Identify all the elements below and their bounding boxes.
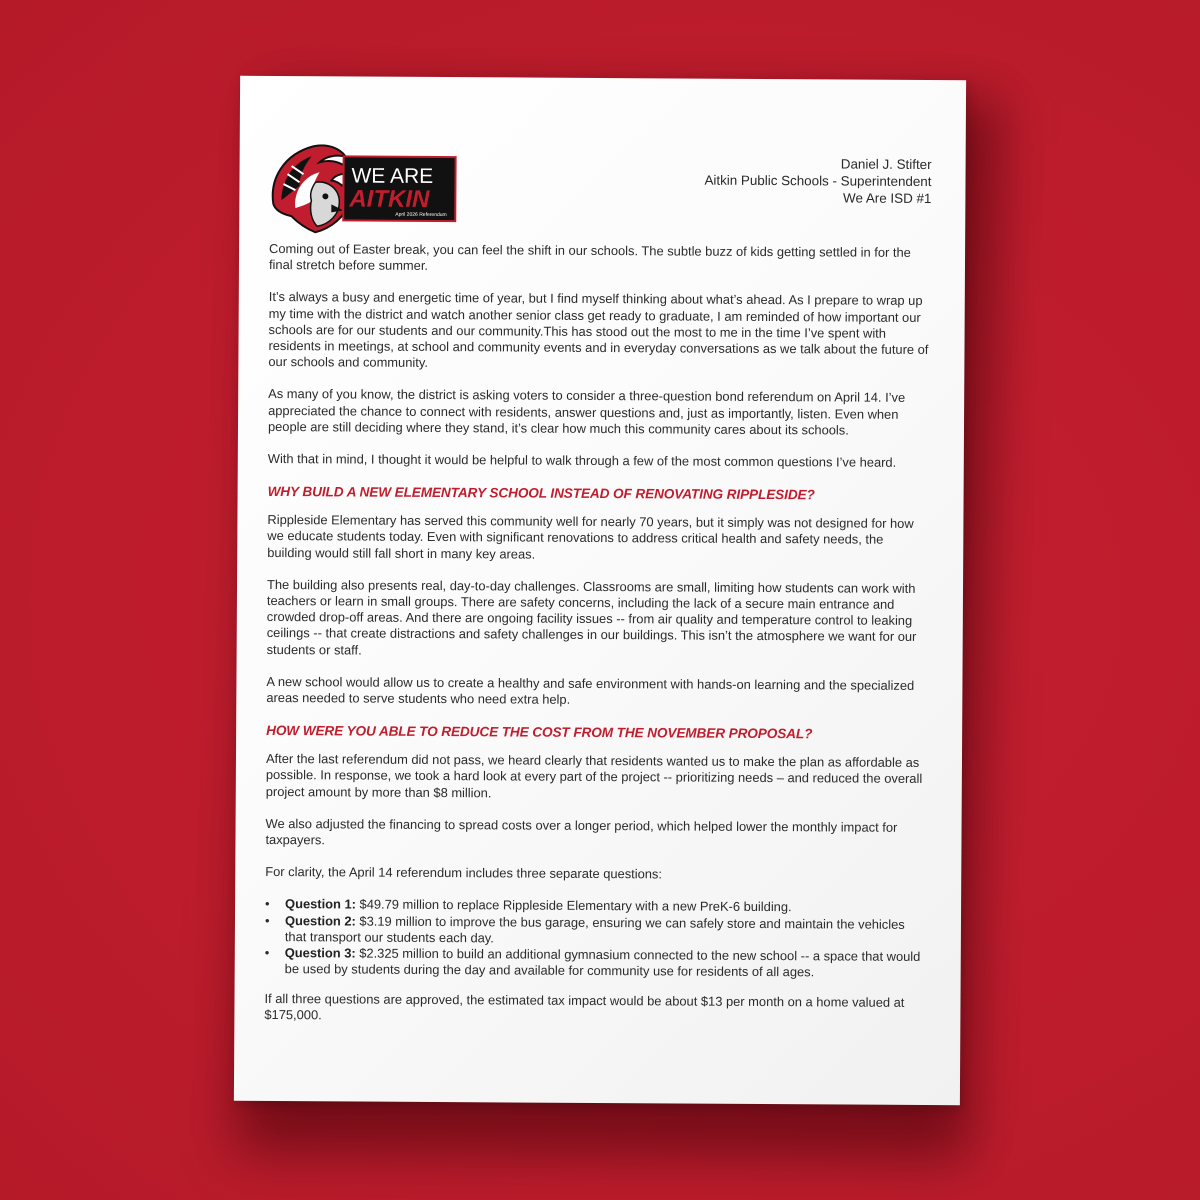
question-label: Question 3: bbox=[284, 945, 356, 961]
letter-page bbox=[234, 76, 966, 1105]
intro-paragraph-2: It’s always a busy and energetic time of year, but I find myself thinking about what’s ahead. As I prepare to wrap up my time with the district and watch another senior class get ready to graduate, I am reminded of how important our schools are for our students and our community.This has stood out the most to me in the time I’ve spent with residents in meetings, at school and community events and in everyday conversations as we talk about the future of our schools and community. bbox=[268, 289, 929, 371]
bullet: • bbox=[265, 896, 270, 912]
letter-header bbox=[269, 144, 932, 240]
intro-paragraph-4: With that in mind, I thought it would be helpful to walk through a few of the most common questions I’ve heard. bbox=[267, 450, 897, 470]
bullet: • bbox=[264, 945, 270, 961]
section2-paragraph-1: After the last referendum did not pass, we heard clearly that residents wanted us to make the plan as affordable as possible. In response, we took a hard look at every part of the project -- prioritizing needs – and reduced the overall project amount by more than $8 million. bbox=[265, 751, 923, 801]
sender-title: Aitkin Public Schools - Superintendent bbox=[704, 172, 932, 190]
question-text: $3.19 million to improve the bus garage, ensuring we can safely store and maintain the vehicles that transport our students each day. bbox=[284, 913, 905, 946]
intro-paragraph-3: As many of you know, the district is asking voters to consider a three-question bond referendum on April 14. I’ve appreciated the chance to connect with residents, answer questions and, just as importantly, listen. Even when people are still deciding where they stand, it’s clear how much this community cares about its schools. bbox=[267, 386, 906, 438]
intro-paragraph-1: Coming out of Easter break, you can feel the shift in our schools. The subtle buzz of kids getting settled in for the final stretch before summer. bbox=[268, 240, 911, 274]
closing-paragraph: If all three questions are approved, the estimated tax impact would be about $13 per month on a home valued at $175,000. bbox=[264, 990, 905, 1023]
question-label: Question 1: bbox=[285, 896, 357, 912]
logo-line1: WE ARE bbox=[351, 164, 434, 188]
section2-paragraph-3: For clarity, the April 14 referendum includes three separate questions: bbox=[265, 864, 663, 882]
list-item bbox=[264, 912, 927, 949]
question-text: $49.79 million to replace Rippleside Elementary with a new PreK-6 building. bbox=[355, 896, 792, 915]
logo-tagline: April 2026 Referendum bbox=[395, 211, 447, 219]
bullet: • bbox=[264, 912, 270, 928]
letter-body bbox=[264, 241, 931, 1027]
section1-paragraph-3: A new school would allow us to create a healthy and safe environment with hands-on learning and the specialized areas needed to serve students who need extra help. bbox=[266, 673, 915, 707]
sender-name: Daniel J. Stifter bbox=[840, 156, 932, 173]
falcon-mascot-icon bbox=[273, 145, 354, 232]
section1-heading: WHY BUILD A NEW ELEMENTARY SCHOOL INSTEAD OF RENOVATING RIPPLESIDE? bbox=[267, 484, 815, 503]
we-are-aitkin-logo bbox=[269, 144, 460, 237]
section2-heading: HOW WERE YOU ABLE TO REDUCE THE COST FROM THE NOVEMBER PROPOSAL? bbox=[266, 723, 813, 742]
logo-line2: AITKIN bbox=[349, 185, 430, 213]
section2-paragraph-2: We also adjusted the financing to spread costs over a longer period, which helped lower the monthly impact for taxpayers. bbox=[265, 815, 898, 848]
questions-list bbox=[265, 896, 927, 981]
question-label: Question 2: bbox=[284, 912, 356, 929]
section1-paragraph-2: The building also presents real, day-to-day challenges. Classrooms are small, limiting how students can work with teachers or learn in small groups. There are safety concerns, including the lack of a secure main entrance and crowded drop-off areas. And there are ongoing facility issues -- from air quality and temperature control to leaking ceilings -- that create distractions and safety challenges in our buildings. This isn’t the atmosphere we want for our students or staff. bbox=[266, 576, 917, 658]
sender-org: We Are ISD #1 bbox=[843, 190, 932, 207]
section1-paragraph-1: Rippleside Elementary has served this community well for nearly 70 years, but it simply was not designed for how we educate students today. Even with significant renovations to address critical health and safety needs, the building would still fall short in many key areas. bbox=[267, 512, 914, 562]
list-item bbox=[264, 945, 927, 981]
question-text: $2.325 million to build an additional gymnasium connected to the new school -- a space that would be used by students during the day and available for community use for residents of all ages. bbox=[284, 945, 921, 980]
sender-block bbox=[704, 155, 931, 207]
